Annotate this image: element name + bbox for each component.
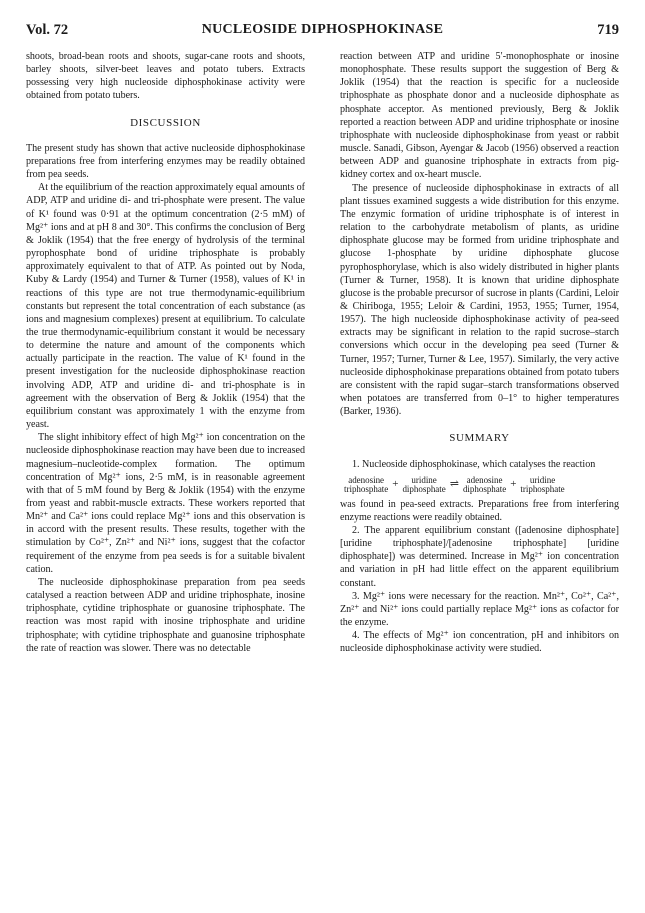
- summary-item-2: 2. The apparent equilibrium constant ([adenosine diphosphate] [uridine triphosphate]/[adenosine triphosphate] [uridine diphosphate]) was determined. Increase in Mg²⁺ ion concentration and variation in pH had little effect on the apparent equilibrium constant.: [340, 525, 619, 589]
- volume-number: Vol. 72: [26, 22, 69, 38]
- discussion-paragraph-2: At the equilibrium of the reaction approximately equal amounts of ADP, ATP and uridine di- and tri-phosphate were present. The value of K¹ found was 0·91 at the optimum concentration (2·5 mM) of Mg²⁺ ions and at pH 8 and 30°. This confirms the conclusion of Berg & Joklik (1954) that the free energy of hydrolysis of the terminal pyrophosphate bond of uridine triphosphate is probably approximately equivalent to that of ATP. As pointed out by Noda, Kuby & Lardy (1954) and Turner & Turner (1958), values of K¹ in reactions of this type are not true thermodynamic-equilibrium constants but represent the total concentration of each substance (as ions and magnesium complexes) present at equilibrium. To calculate the true thermodynamic-equilibrium constant it would be necessary to determine the nature and amount of the components which actually participate in the reaction. The value of K¹ found in the present investigation for the nucleoside diphosphokinase reaction involving ADP, ATP and uridine di- and tri-phosphate is in agreement with the observation of Berg & Joklik (1954) that the equilibrium constant was approximately 1 with the enzyme from yeast.: [26, 182, 305, 431]
- summary-item-1: 1. Nucleoside diphosphokinase, which catalyses the reaction: [352, 458, 596, 470]
- equation-term-4: uridine triphosphate: [520, 474, 565, 495]
- running-title: NUCLEOSIDE DIPHOSPHOKINASE: [201, 22, 444, 37]
- discussion-paragraph-1: The present study has shown that active nucleoside diphosphokinase preparations free from interfering enzymes may be readily obtained from pea seeds.: [26, 142, 305, 181]
- discussion-heading: DISCUSSION: [130, 116, 201, 129]
- equation-term-3: adenosine diphosphate: [462, 474, 507, 495]
- discussion-paragraph-6: The presence of nucleoside diphosphokinase in extracts of all plant tissues examined suggests a wide distribution for this enzyme. The enzymic formation of uridine triphosphate is of interest in relation to the carbohydrate metabolism of plants, as uridine diphosphate glucose may be formed from uridine triphosphate and glucose 1-phosphate by uridine diphosphate glucose pyrophosphorylase, which is also widely distributed in higher plants (Turner & Turner, 1958). It is known that uridine diphosphate glucose is the probable precursor of sucrose in plants (Cardini, Leloir & Chiriboga, 1955; Leloir & Cardini, 1953, 1955; Turner, 1954, 1957). The high nucleoside diphosphokinase activity of pea-seed extracts may be significant in relation to the rapid sucrose–starch conversions which occur in the developing pea seed (Turner & Turner, 1957; Turner, Turner & Lee, 1957). Similarly, the very active nucleoside diphosphokinase preparations obtained from potato tubers are consistent with the rapid sugar–starch transformations observed when potatoes are transferred from 0–1° to higher temperatures (Barker, 1936).: [340, 182, 619, 418]
- summary-item-4: 4. The effects of Mg²⁺ ion concentration, pH and inhibitors on nucleoside diphosphokinase activity were studied.: [340, 630, 619, 655]
- right-column: [340, 50, 619, 656]
- equilibrium-arrow: ⇌: [449, 478, 459, 491]
- plus-sign: +: [510, 478, 517, 491]
- page-number: 719: [597, 22, 619, 38]
- summary-item-3: 3. Mg²⁺ ions were necessary for the reaction. Mn²⁺, Co²⁺, Ca²⁺, Zn²⁺ and Ni²⁺ ions could partially replace Mg²⁺ ions as cofactor for the enzyme.: [340, 590, 619, 629]
- discussion-paragraph-5: reaction between ATP and uridine 5′-monophosphate or inosine monophosphate. These results support the suggestion of Berg & Joklik (1954) that the reaction is specific for a nucleoside triphosphate as phosphate donor and a nucleoside diphosphate as phosphate acceptor. As mentioned previously, Berg & Joklik reported a reaction between ADP and uridine triphosphate or inosine triphosphate with nucleoside diphosphokinase from yeast or rabbit muscle. Sanadi, Gibson, Ayengar & Jacob (1956) observed a reaction between ADP and guanosine triphosphate in extracts from pig-kidney cortex and ox-heart muscle.: [340, 51, 619, 181]
- discussion-paragraph-3: The slight inhibitory effect of high Mg²⁺ ion concentration on the nucleoside diphosphokinase reaction may have been due to increased magnesium–nucleotide-complex formation. The optimum concentration of Mg²⁺ ions, 2·5 mM, is in reasonable agreement with that of 5 mM found by Berg & Joklik (1954) with the enzyme from yeast and rabbit-muscle extracts. These workers reported that Mn²⁺ and Ca²⁺ ions could replace Mg²⁺ ions and this observation is in accord with the present results. These results, together with the stimulation by Co²⁺, Zn²⁺ and Ni²⁺ ions, suggest that the cofactor requirement of the enzyme from pea seeds is for a suitable bivalent cation.: [26, 432, 305, 575]
- reaction-equation: [344, 476, 619, 495]
- summary-item-1-continued: was found in pea-seed extracts. Preparations free from interfering enzyme reactions were readily obtained.: [340, 498, 619, 523]
- running-header: [26, 18, 619, 40]
- paragraph-intro: shoots, broad-bean roots and shoots, sugar-cane roots and shoots, barley shoots, silver-beet leaves and potato tubers. Extracts possessing very high nucleoside diphosphokinase activity were obtained from potato tubers.: [26, 51, 305, 102]
- summary-heading: SUMMARY: [449, 432, 510, 445]
- plus-sign: +: [392, 478, 399, 491]
- equation-term-2: uridine diphosphate: [402, 474, 446, 495]
- left-column: [26, 50, 305, 655]
- equation-term-1: adenosine triphosphate: [344, 474, 389, 495]
- discussion-paragraph-4: The nucleoside diphosphokinase preparation from pea seeds catalysed a reaction between ADP and uridine triphosphate, inosine triphosphate, cytidine triphosphate or guanosine triphosphate. The reaction was most rapid with inosine triphosphate and uridine triphosphate; with cytidine triphosphate and guanosine triphosphate the rate of reaction was slower. There was no detectable: [26, 576, 305, 654]
